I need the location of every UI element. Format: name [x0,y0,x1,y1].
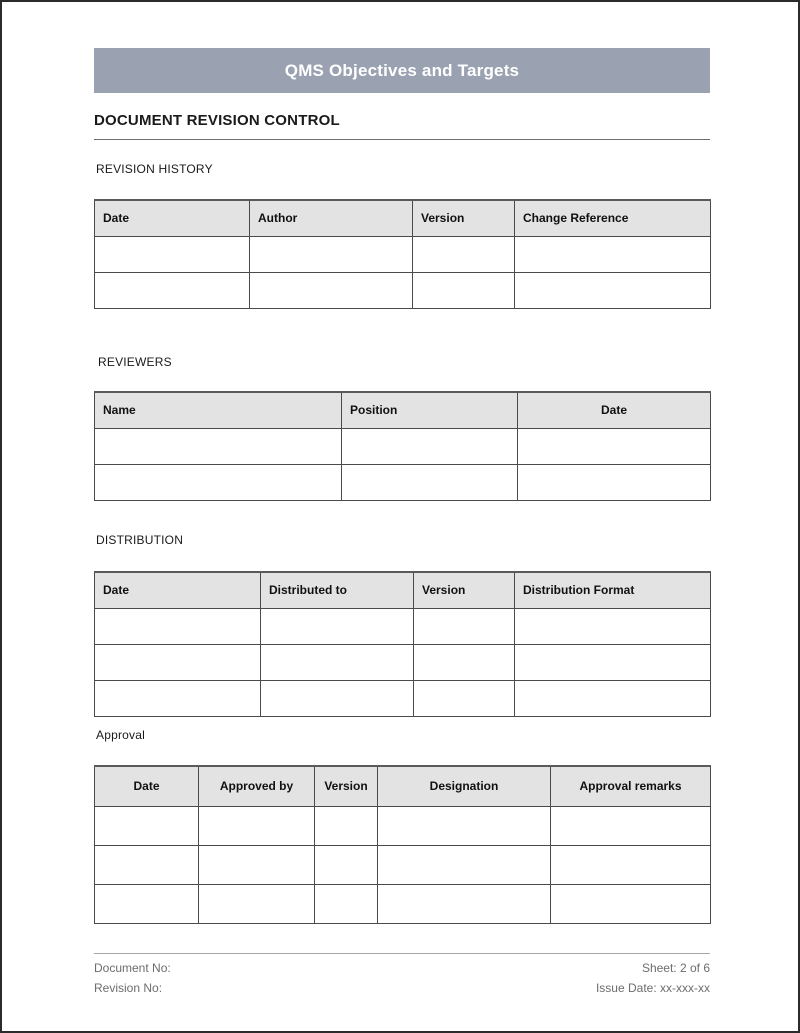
footer-divider [94,953,710,954]
heading-divider [94,139,710,140]
table-row[interactable] [95,464,711,500]
cell-version[interactable] [315,845,378,884]
page-title: QMS Objectives and Targets [284,60,520,80]
column-header-distribution-format: Distribution Format [515,572,711,608]
table-row[interactable] [95,608,711,644]
cell-version[interactable] [414,608,515,644]
cell-date[interactable] [518,428,711,464]
footer-sheet-number: Sheet: 2 of 6 [641,961,710,975]
column-header-date: Date [95,572,261,608]
cell-approved-by[interactable] [199,806,315,845]
table-row[interactable] [95,845,711,884]
cell-distribution-format[interactable] [515,680,711,716]
table-revision-history [94,199,711,309]
table-header-row [95,392,711,428]
cell-date[interactable] [95,884,199,923]
cell-approval-remarks[interactable] [551,845,711,884]
footer-row-top [94,958,710,978]
cell-name[interactable] [95,428,342,464]
cell-distributed-to[interactable] [261,608,414,644]
cell-distribution-format[interactable] [515,608,711,644]
cell-date[interactable] [95,272,250,308]
cell-date[interactable] [95,845,199,884]
cell-position[interactable] [342,464,518,500]
cell-date[interactable] [518,464,711,500]
cell-approval-remarks[interactable] [551,806,711,845]
table-row[interactable] [95,806,711,845]
label-revision-history: REVISION HISTORY [96,162,213,176]
cell-version[interactable] [414,680,515,716]
table-header-row [95,200,711,236]
cell-designation[interactable] [378,806,551,845]
footer-revision-no-label: Revision No: [94,981,163,995]
label-reviewers: REVIEWERS [98,355,172,369]
cell-position[interactable] [342,428,518,464]
table-row[interactable] [95,644,711,680]
column-header-date: Date [95,200,250,236]
column-header-version: Version [315,766,378,806]
table-row[interactable] [95,884,711,923]
table-row[interactable] [95,236,711,272]
column-header-approved-by: Approved by [199,766,315,806]
table-row[interactable] [95,272,711,308]
cell-approved-by[interactable] [199,845,315,884]
column-header-version: Version [414,572,515,608]
table-row[interactable] [95,428,711,464]
cell-version[interactable] [414,644,515,680]
cell-approval-remarks[interactable] [551,884,711,923]
cell-date[interactable] [95,644,261,680]
cell-approved-by[interactable] [199,884,315,923]
cell-date[interactable] [95,608,261,644]
cell-date[interactable] [95,806,199,845]
column-header-change-reference: Change Reference [515,200,711,236]
column-header-version: Version [413,200,515,236]
label-distribution: DISTRIBUTION [96,533,184,547]
cell-author[interactable] [250,236,413,272]
table-row[interactable] [95,680,711,716]
column-header-approval-remarks: Approval remarks [551,766,711,806]
cell-author[interactable] [250,272,413,308]
column-header-distributed-to: Distributed to [261,572,414,608]
footer-issue-date: Issue Date: xx-xxx-xx [595,981,710,995]
column-header-position: Position [342,392,518,428]
table-reviewers [94,391,711,501]
column-header-name: Name [95,392,342,428]
section-heading-document-revision-control: DOCUMENT REVISION CONTROL [94,112,340,129]
footer-row-bottom [94,978,710,998]
cell-version[interactable] [315,806,378,845]
column-header-date: Date [518,392,711,428]
cell-designation[interactable] [378,884,551,923]
cell-date[interactable] [95,236,250,272]
column-header-author: Author [250,200,413,236]
cell-distributed-to[interactable] [261,680,414,716]
cell-change-reference[interactable] [515,236,711,272]
cell-date[interactable] [95,680,261,716]
column-header-date: Date [95,766,199,806]
table-header-row [95,766,711,806]
document-title-banner [94,48,710,93]
cell-version[interactable] [413,236,515,272]
table-header-row [95,572,711,608]
footer-document-no-label: Document No: [94,961,171,975]
label-approval: Approval [96,728,145,742]
cell-designation[interactable] [378,845,551,884]
cell-change-reference[interactable] [515,272,711,308]
column-header-designation: Designation [378,766,551,806]
table-approval [94,765,711,924]
table-distribution [94,571,711,717]
cell-distribution-format[interactable] [515,644,711,680]
cell-name[interactable] [95,464,342,500]
cell-distributed-to[interactable] [261,644,414,680]
cell-version[interactable] [413,272,515,308]
page-footer [94,958,710,998]
cell-version[interactable] [315,884,378,923]
